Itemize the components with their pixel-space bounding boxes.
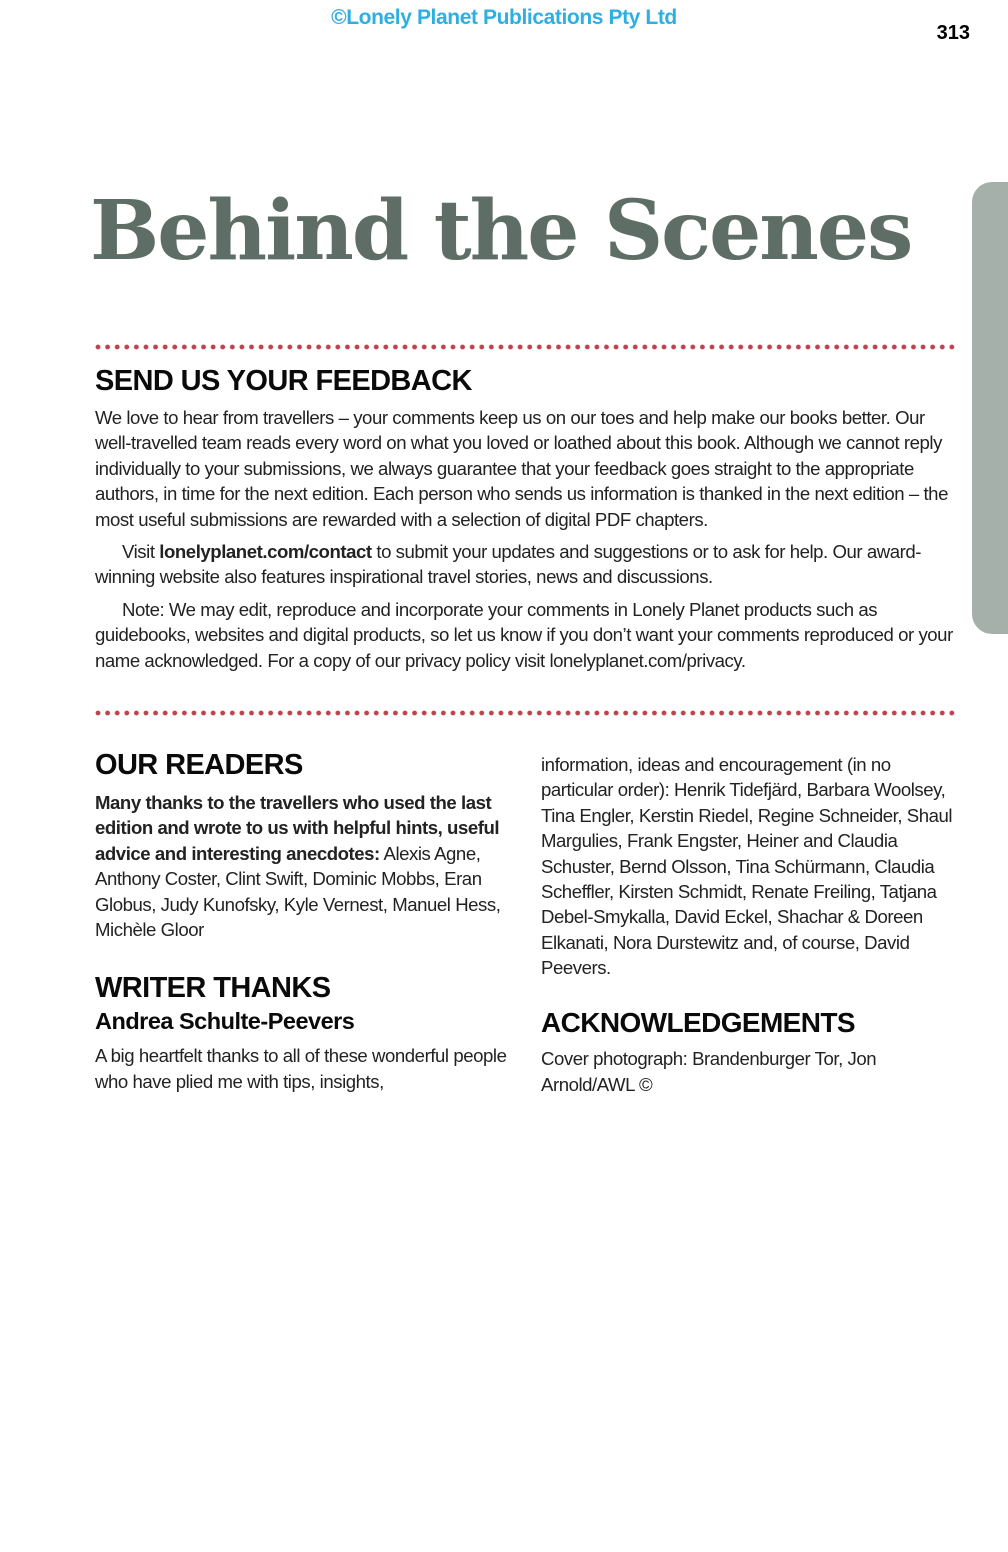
acknowledgements-heading: ACKNOWLEDGEMENTS xyxy=(541,1006,855,1038)
contact-url: lonelyplanet.com/contact xyxy=(159,540,372,562)
copyright-line: ©Lonely Planet Publications Pty Ltd xyxy=(331,6,677,29)
send-feedback-section xyxy=(95,366,957,673)
writer-author-name: Andrea Schulte-Peevers xyxy=(95,1008,355,1035)
left-column xyxy=(95,750,511,1097)
dotted-divider-middle xyxy=(95,710,957,716)
feedback-para2-prefix: Visit xyxy=(122,540,160,562)
feedback-heading: SEND US YOUR FEEDBACK xyxy=(95,365,472,397)
readers-names: Alexis Agne, Anthony Coster, Clint Swift, Dominic Mobbs, Eran Globus, Judy Kunofsky, Kyle Vernest, Manuel Hess, Michèle Gloor xyxy=(95,842,501,940)
readers-paragraph xyxy=(95,790,511,942)
writer-thanks-right-text: information, ideas and encouragement (in no particular order): Henrik Tidefjärd, Barbara Woolsey, Tina Engler, Kerstin Riedel, Regine Schneider, Shaul Margulies, Frank Engster, Heiner and Claudia Schuster, Bernd Olsson, Tina Schürmann, Claudia Scheffler, Kirsten Schmidt, Renate Freiling, Tatjana Debel-Smykalla, David Eckel, Shachar & Doreen Elkanati, Nora Durstewitz and, of course, David Peevers. xyxy=(541,754,953,979)
writer-thanks-heading: WRITER THANKS xyxy=(95,972,331,1005)
readers-intro-bold: Many thanks to the travellers who used the last edition and wrote to us with helpful hints, useful advice and interesting anecdotes: xyxy=(95,791,500,864)
page-title: Behind the Scenes xyxy=(90,183,912,279)
feedback-paragraph-3: Note: We may edit, reproduce and incorporate your comments in Lonely Planet products such as guidebooks, websites and digital products, so let us know if you don’t want your comments reproduced or your name acknowledged. For a copy of our privacy policy visit lonelyplanet.com/privacy. xyxy=(95,598,953,671)
acknowledgements-text: Cover photograph: Brandenburger Tor, Jon Arnold/AWL © xyxy=(541,1048,877,1095)
dotted-divider-top xyxy=(95,344,957,350)
two-column-layout xyxy=(95,750,957,1097)
right-column xyxy=(541,750,957,1097)
our-readers-heading: OUR READERS xyxy=(95,749,303,781)
feedback-paragraph-2 xyxy=(95,539,957,590)
writer-thanks-left-text: A big heartfelt thanks to all of these wonderful people who have plied me with tips, insights, xyxy=(95,1045,507,1092)
feedback-paragraph-1: We love to hear from travellers – your comments keep us on our toes and help make our books better. Our well-travelled team reads every word on what you loved or loathed about this book. Although we cannot reply individually to your submissions, we always guarantee that your feedback goes straight to the appropriate authors, in time for the next edition. Each person who sends us information is thanked in the next edition – the most useful submissions are rewarded with a selection of digital PDF chapters. xyxy=(95,406,948,530)
feedback-para2-suffix: to submit your updates and suggestions or to ask for help. Our award-winning website also features inspirational travel stories, news and discussions. xyxy=(95,540,921,588)
chapter-thumb-tab xyxy=(972,182,1008,634)
page-number: 313 xyxy=(936,22,970,44)
